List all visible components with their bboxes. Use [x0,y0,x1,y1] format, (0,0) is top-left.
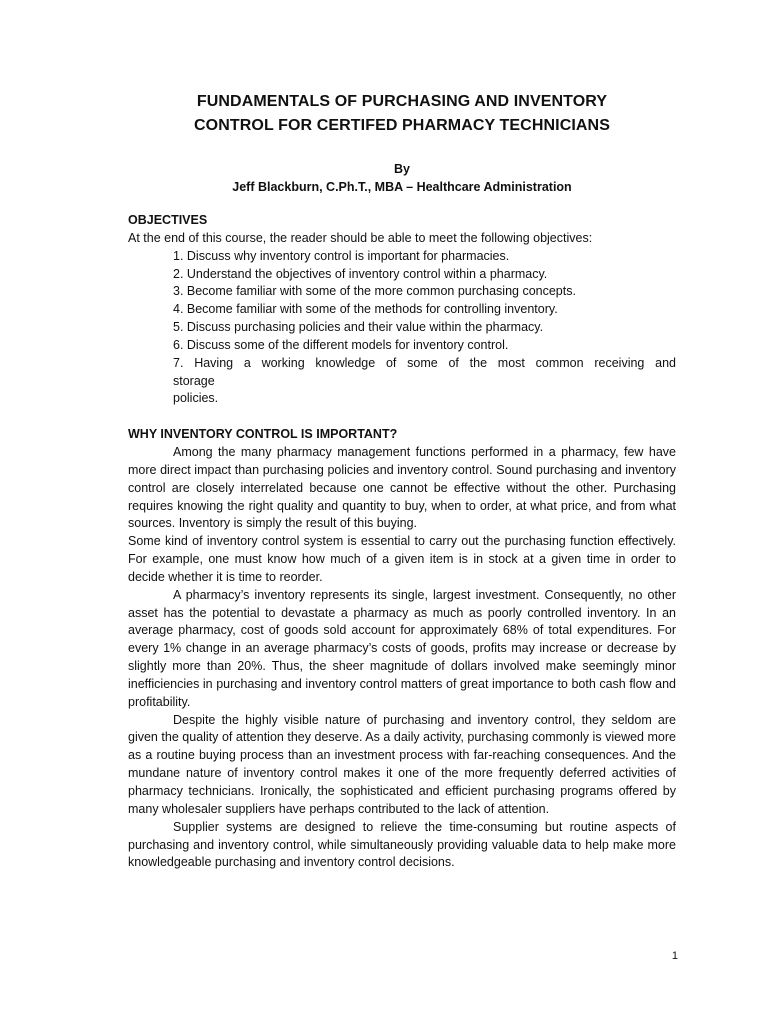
objectives-list [128,248,676,409]
objective-item: 6. Discuss some of the different models for inventory control. [173,337,509,352]
paragraph: Among the many pharmacy management functions performed in a pharmacy, few have more direct impact than purchasing policies and inventory control. Sound purchasing and inventory control are closely interrelated because one cannot be effective without the other. Purchasing requires knowing the right quality and quantity to buy, when to order, at what price, and from what sources. Inventory is simply the result of this buying. [128,444,676,531]
page-number: 1 [671,950,678,962]
title-line-2: CONTROL FOR CERTIFED PHARMACY TECHNICIANS [194,117,610,134]
objective-item: 2. Understand the objectives of inventory control within a pharmacy. [173,266,548,281]
why-section-heading: WHY INVENTORY CONTROL IS IMPORTANT? [128,427,398,442]
objectives-heading: OBJECTIVES [128,213,208,227]
paragraph: A pharmacy’s inventory represents its single, largest investment. Consequently, no other asset has the potential to devastate a pharmacy as much as poorly controlled inventory. In an average pharmacy, cost of goods sold account for approximately 68% of total expenditures. For every 1% change in an average pharmacy’s costs of goods, profits may increase or decrease by slightly more than 20%. Thus, the sheer magnitude of dollars involved make seemingly minor inefficiencies in purchasing and inventory control matters of great importance to both cash flow and profitability. [128,587,676,709]
paragraph: Some kind of inventory control system is essential to carry out the purchasing function effectively. For example, one must know how much of a given item is in stock at a given time in order to decide whether it is time to reorder. [128,534,676,584]
objective-item: 3. Become familiar with some of the more common purchasing concepts. [173,284,576,299]
objective-item-7-line-1: 7. Having a working knowledge of some of the most common receiving and [173,355,676,370]
objective-item: 1. Discuss why inventory control is important for pharmacies. [173,248,510,263]
paragraph: Despite the highly visible nature of purchasing and inventory control, they seldom are given the quality of attention they deserve. As a daily activity, purchasing commonly is viewed more as a routine buying process than an investment process with far-reaching consequences. And the mundane nature of inventory control makes it one of the more frequently deferred activities of pharmacy technicians. Ironically, the sophisticated and efficient purchasing programs offered by many wholesaler suppliers have perhaps contributed to the lack of attention. [128,712,676,816]
objective-item: 4. Become familiar with some of the methods for controlling inventory. [173,302,558,317]
section-spacer [128,408,676,426]
document-body [128,212,676,872]
title-line-1: FUNDAMENTALS OF PURCHASING AND INVENTORY [196,93,608,110]
paragraph: Supplier systems are designed to relieve the time-consuming but routine aspects of purchasing and inventory control, while simultaneously providing valuable data to help make more knowledgeable purchasing and inventory control decisions. [128,819,676,870]
objective-item-7-line-2: storage [173,373,215,388]
author-name: Jeff Blackburn, C.Ph.T., MBA – Healthcare Administration [232,180,572,194]
by-label: By [394,162,410,176]
objective-item-7-line-3: policies. [173,391,219,406]
document-title [128,90,676,138]
objective-item: 5. Discuss purchasing policies and their value within the pharmacy. [173,320,544,335]
objectives-intro: At the end of this course, the reader should be able to meet the following objectives: [128,230,593,245]
byline [128,160,676,196]
